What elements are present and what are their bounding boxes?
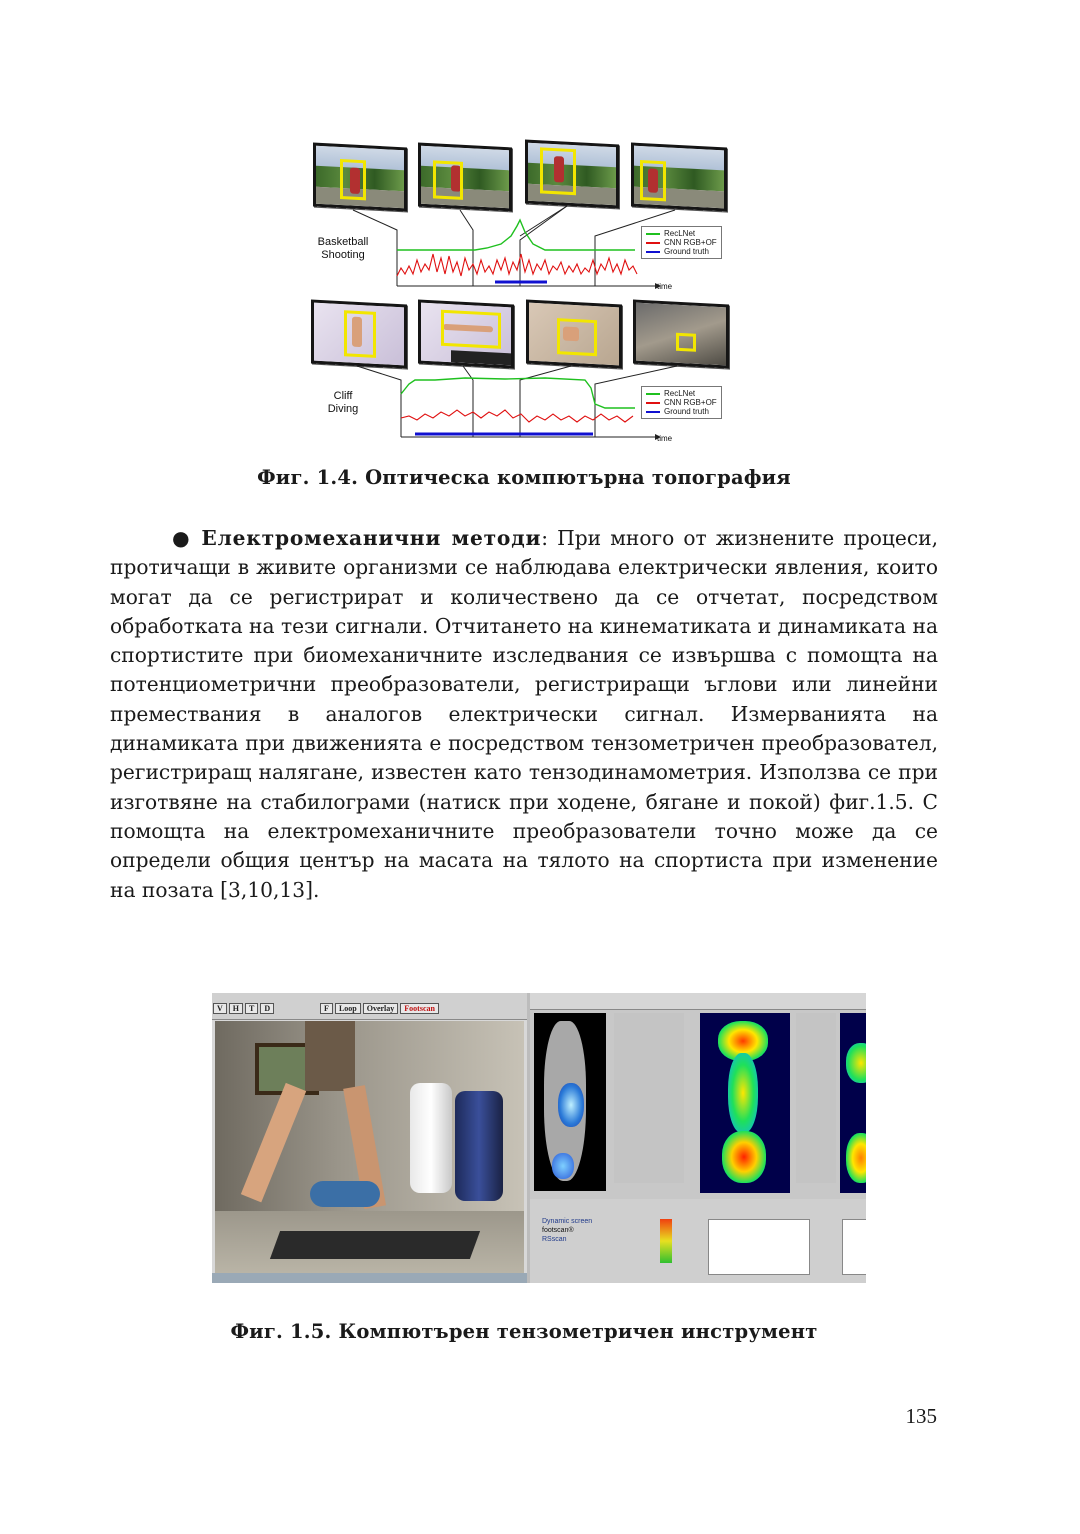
status-line: RSscan bbox=[542, 1236, 567, 1243]
legend-swatch-blue bbox=[646, 411, 660, 413]
paragraph bbox=[110, 524, 938, 905]
legend-swatch-green bbox=[646, 393, 660, 395]
legend-top bbox=[641, 226, 722, 259]
figure-1-5-caption: Фиг. 1.5. Компютърен тензометричен инструмент bbox=[230, 1320, 818, 1343]
pressure-curve-1 bbox=[708, 1219, 810, 1275]
time-label-bottom: time bbox=[657, 434, 673, 443]
paragraph-text: : При много от жизнените процеси, протичащи в живите организми се наблюдава електрически явления, които могат да се регистрират и количествено да се отчетат, посредством обработката на тези сигнали. Отчитането на кинематиката и динамиката на спортистите при биомеханичните изследвания се извършва с помощта на потенциометрични преобразователи, регистриращи ъглови или линейни премествания в аналогов електрически сигнал. Измерванията на динамиката при движенията е посредством тензометричен преобразовател, регистриращ налягане, известен като тензодинамометрия. Използва се при изготвяне на стабилограми (натиск при ходене, бягане и покой) фиг.1.5. С помощта на електромеханичните преобразователи точно може да се определи общия център на масата на тялото на спортиста при изменение на позата [3,10,13]. bbox=[110, 526, 938, 902]
page-number: 135 bbox=[905, 1404, 937, 1428]
cnn-line-bottom bbox=[401, 410, 633, 422]
connector-lines-bottom bbox=[357, 366, 677, 437]
overlay-button[interactable]: Overlay bbox=[363, 1003, 399, 1014]
legend-item bbox=[646, 407, 717, 416]
legend-label: Ground truth bbox=[664, 247, 709, 256]
body-paragraph bbox=[110, 524, 938, 905]
legs bbox=[305, 1021, 355, 1091]
legend-label: Ground truth bbox=[664, 407, 709, 416]
bullet: ● bbox=[172, 526, 193, 550]
toolbar-button-d[interactable]: D bbox=[260, 1003, 274, 1014]
footprint-heatmap bbox=[700, 1013, 790, 1193]
cnn-line-top bbox=[397, 254, 637, 276]
legend-swatch-red bbox=[646, 242, 660, 244]
toolbar-button-t[interactable]: T bbox=[245, 1003, 258, 1014]
figure-1-5 bbox=[212, 993, 866, 1283]
golf-bag bbox=[410, 1083, 452, 1193]
pressure-mat bbox=[270, 1231, 480, 1259]
legend-swatch-green bbox=[646, 233, 660, 235]
footprint-heatmap-2 bbox=[840, 1013, 866, 1193]
row-label-line: Basketball bbox=[317, 236, 369, 248]
video-status-bar bbox=[212, 1273, 527, 1283]
status-line: Dynamic screen bbox=[542, 1218, 593, 1225]
video-frame bbox=[215, 1021, 524, 1273]
foam-roller bbox=[310, 1181, 380, 1207]
bar-graph bbox=[660, 1219, 672, 1263]
row-label-line: Shooting bbox=[321, 249, 365, 261]
footscan-button[interactable]: Footscan bbox=[400, 1003, 439, 1014]
row-label-line: Cliff bbox=[333, 390, 353, 402]
scan-controls-2 bbox=[796, 1013, 836, 1183]
section-term: Електромеханични методи bbox=[201, 526, 542, 550]
pressure-curve-2 bbox=[842, 1219, 866, 1275]
legend-item bbox=[646, 247, 717, 256]
legend-label: CNN RGB+OF bbox=[664, 238, 717, 247]
toolbar-button-v[interactable]: V bbox=[213, 1003, 227, 1014]
figure-1-4-caption: Фиг. 1.4. Оптическа компютърна топография bbox=[257, 466, 791, 489]
scan-controls bbox=[614, 1013, 684, 1183]
legend-label: RecLNet bbox=[664, 389, 696, 398]
status-line: footscan® bbox=[542, 1227, 574, 1234]
legend-item bbox=[646, 238, 717, 247]
footprint-grey bbox=[534, 1013, 606, 1191]
time-label-top: time bbox=[657, 282, 673, 291]
row-label-line: Diving bbox=[327, 403, 359, 415]
scan-status-text bbox=[542, 1217, 592, 1244]
legend-label: CNN RGB+OF bbox=[664, 398, 717, 407]
legend-item bbox=[646, 398, 717, 407]
video-toolbar bbox=[212, 1002, 527, 1020]
loop-button[interactable]: Loop bbox=[335, 1003, 361, 1014]
toolbar-button-f[interactable]: F bbox=[320, 1003, 333, 1014]
toolbar-button-h[interactable]: H bbox=[229, 1003, 243, 1014]
figure-1-4 bbox=[305, 140, 755, 445]
legend-bottom bbox=[641, 386, 722, 419]
golf-bag-2 bbox=[455, 1091, 503, 1201]
legend-item bbox=[646, 229, 717, 238]
footscan-panel bbox=[530, 993, 866, 1283]
legend-swatch-blue bbox=[646, 251, 660, 253]
video-panel bbox=[212, 993, 527, 1283]
connector-lines-top bbox=[353, 206, 675, 286]
legend-swatch-red bbox=[646, 402, 660, 404]
legend-label: RecLNet bbox=[664, 229, 696, 238]
scan-toolbar bbox=[530, 993, 866, 1010]
legend-item bbox=[646, 389, 717, 398]
